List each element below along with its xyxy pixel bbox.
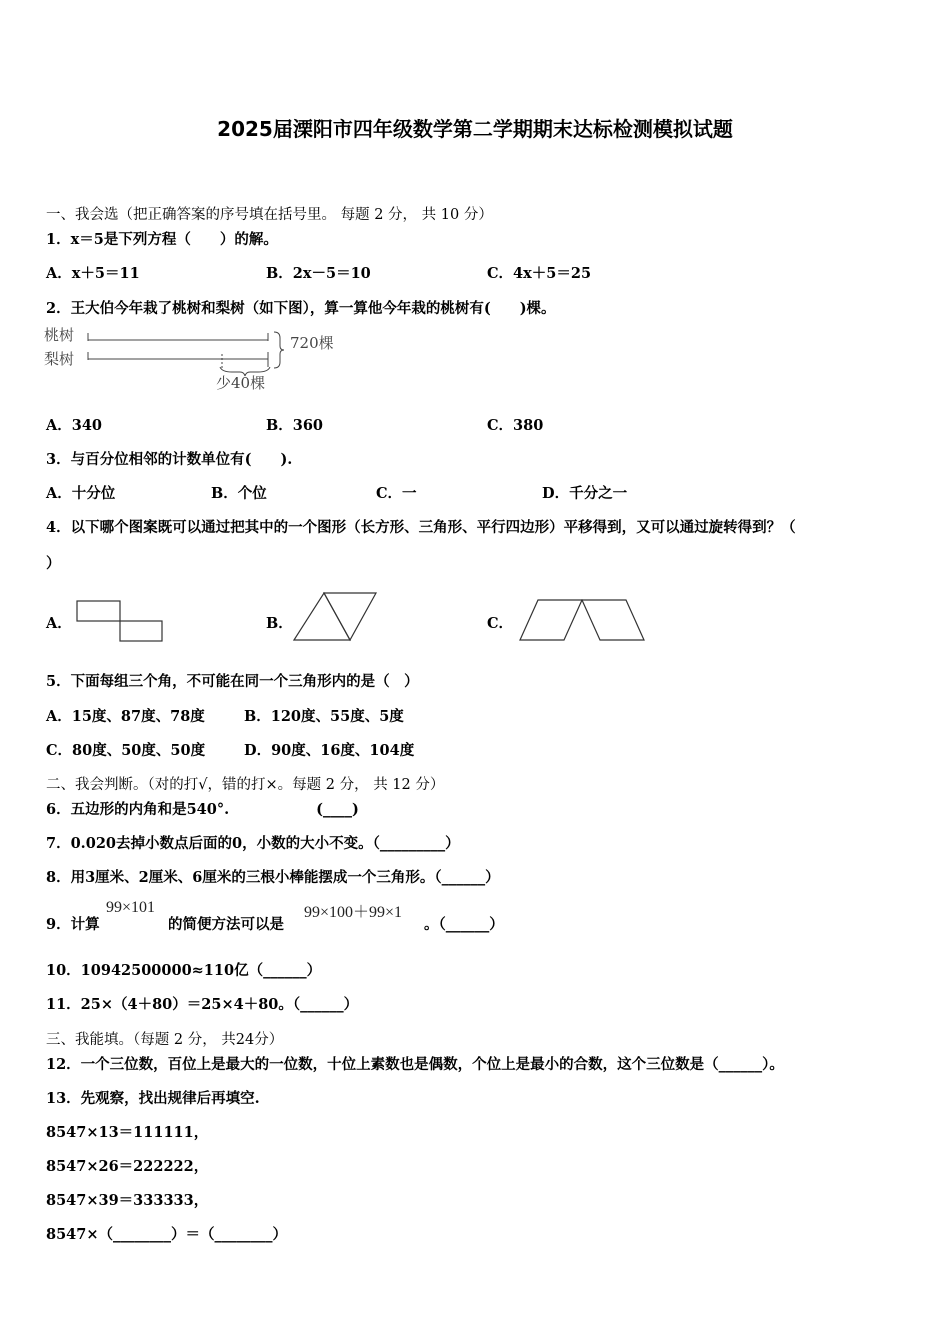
q2-option-c: C．380 <box>487 417 544 434</box>
q13-stem: 13．先观察，找出规律后再填空. <box>46 1090 260 1107</box>
q4-rect-1 <box>77 601 120 621</box>
page-title: 2025届溧阳市四年级数学第二学期期末达标检测模拟试题 <box>217 117 733 141</box>
q3-option-d: D．千分之一 <box>542 485 628 502</box>
q7: 7．0.020去掉小数点后面的0，小数的大小不变。（_________） <box>46 835 460 852</box>
q13-line-2: 8547×26＝222222， <box>46 1158 209 1175</box>
q3-stem: 3．与百分位相邻的计数单位有( ). <box>46 451 293 468</box>
q1-option-c: C．4x＋5＝25 <box>487 265 592 282</box>
q3-option-b: B．个位 <box>211 485 267 502</box>
q4-parallelogram-2 <box>582 600 644 640</box>
q2-less-label: 少40棵 <box>216 374 266 392</box>
q12: 12．一个三位数，百位上是最大的一位数，十位上素数也是偶数，个位上是最小的合数，这个三位数是（______）。 <box>46 1056 784 1073</box>
q4-stem-line2: ） <box>46 555 61 572</box>
q6: 6．五边形的内角和是540°. (____) <box>46 801 359 818</box>
q4-figure-c-parallelograms <box>516 596 648 644</box>
q1-stem: 1．x＝5是下列方程（ ）的解。 <box>46 231 278 248</box>
q4-option-c: C． <box>487 615 514 632</box>
q4-option-a: A． <box>46 615 72 632</box>
q9-prefix: 9．计算 <box>46 916 100 933</box>
q13-line-4: 8547×（________）＝（________） <box>46 1226 288 1243</box>
q13-line-1: 8547×13＝111111， <box>46 1124 209 1141</box>
q9-middle: 的简便方法可以是 <box>168 916 284 933</box>
q5-option-d: D．90度、16度、104度 <box>244 742 415 759</box>
q3-option-c: C．一 <box>376 485 417 502</box>
q8: 8．用3厘米、2厘米、6厘米的三根小棒能摆成一个三角形。（______） <box>46 869 500 886</box>
q2-total-brace <box>274 332 284 368</box>
q4-triangle-1 <box>294 593 350 640</box>
section3-header: 三、我能填。（每题 2 分， 共24分） <box>46 1032 284 1048</box>
q4-figure-a-rectangles <box>74 598 166 646</box>
q5-option-b: B．120度、55度、5度 <box>244 708 404 725</box>
q2-option-a: A．340 <box>46 417 103 434</box>
q4-triangle-2 <box>324 593 376 640</box>
q4-stem-line1: 4．以下哪个图案既可以通过把其中的一个图形（长方形、三角形、平行四边形）平移得到，又可以通过旋转得到？（ <box>46 519 796 536</box>
q5-option-c: C．80度、50度、50度 <box>46 742 206 759</box>
q4-figure-b-triangles <box>290 590 380 642</box>
q1-option-a: A．x＋5＝11 <box>46 265 140 282</box>
q2-total-label: 720棵 <box>290 334 334 352</box>
q13-line-3: 8547×39＝333333， <box>46 1192 209 1209</box>
q5-option-a: A．15度、87度、78度 <box>46 708 205 725</box>
q4-option-b: B． <box>266 615 293 632</box>
q3-option-a: A．十分位 <box>46 485 116 502</box>
q5-stem: 5．下面每组三个角，不可能在同一个三角形内的是（ ） <box>46 673 419 690</box>
q2-peach-label: 桃树 <box>44 326 75 344</box>
q11: 11．25×（4＋80）＝25×4＋80。（______） <box>46 996 359 1013</box>
section1-header: 一、我会选（把正确答案的序号填在括号里。 每题 2 分， 共 10 分） <box>46 207 493 223</box>
q2-option-b: B．360 <box>266 417 324 434</box>
q1-option-b: B．2x－5＝10 <box>266 265 371 282</box>
q4-parallelogram-1 <box>520 600 582 640</box>
section2-header: 二、我会判断。（对的打√，错的打×。每题 2 分， 共 12 分） <box>46 777 445 793</box>
q9-expression-1: 99×101 <box>106 899 156 916</box>
q2-pear-label: 梨树 <box>44 350 75 368</box>
q2-tree-diagram <box>44 320 354 395</box>
q4-rect-2 <box>120 621 162 641</box>
q10: 10．10942500000≈110亿（______） <box>46 962 322 979</box>
q9-expression-2: 99×100＋99×1 <box>304 904 403 921</box>
q9-suffix: 。（______） <box>424 916 504 933</box>
q2-stem: 2．王大伯今年栽了桃树和梨树（如下图），算一算他今年栽的桃树有( )棵。 <box>46 300 556 317</box>
